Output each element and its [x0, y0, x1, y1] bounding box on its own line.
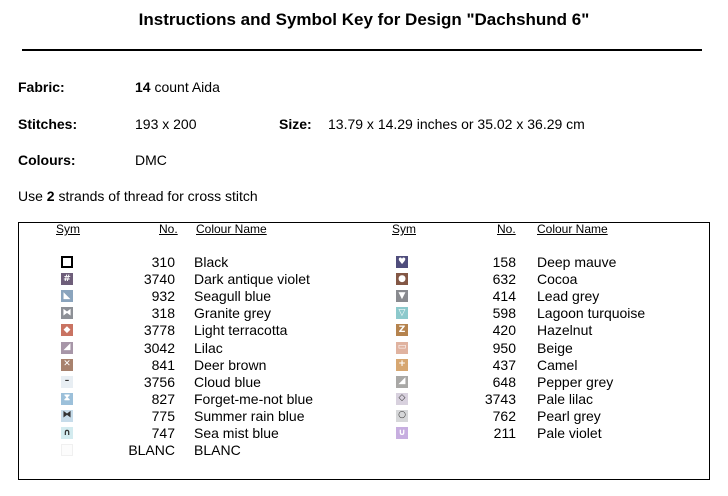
left-key-row — [61, 340, 394, 357]
strands-post: strands of thread for cross stitch — [58, 188, 258, 204]
open-square-icon — [61, 256, 73, 268]
page-title: Instructions and Symbol Key for Design "Dachshund 6" — [138, 10, 590, 29]
fabric-type: count Aida — [154, 79, 220, 95]
dmc-number: BLANC — [128, 442, 175, 459]
dmc-number: 318 — [151, 305, 175, 322]
colour-name: Hazelnut — [537, 322, 593, 339]
hash-icon: # — [61, 273, 73, 285]
left-key-row — [61, 305, 394, 322]
dmc-number: 762 — [492, 407, 516, 424]
left-key-row — [61, 322, 394, 339]
strands-pre: Use — [18, 188, 43, 204]
corner-triangle-icon: ◢ — [396, 376, 408, 388]
dmc-number: 158 — [492, 254, 516, 270]
circle-icon: ● — [396, 273, 408, 285]
colour-name: Pale lilac — [537, 390, 594, 407]
colour-name: Pearl grey — [537, 407, 601, 424]
dmc-number: 841 — [151, 356, 175, 373]
left-key-row — [61, 425, 394, 442]
left-sym-header: Sym — [56, 222, 80, 236]
rectangle-icon: ▭ — [397, 342, 407, 352]
right-no-header: No. — [497, 222, 516, 236]
dmc-number: 414 — [492, 288, 516, 305]
outline-circle-icon: ○ — [396, 410, 408, 422]
colour-name: Sea mist blue — [194, 425, 279, 441]
bowtie-icon: ⧓ — [62, 410, 72, 421]
colour-name: Summer rain blue — [194, 407, 305, 424]
down-triangle-icon: ▼ — [396, 290, 408, 302]
fabric-count: 14 — [135, 79, 151, 95]
left-key-row — [61, 288, 394, 305]
dmc-number: 437 — [492, 356, 516, 373]
size-label: Size: — [279, 116, 312, 132]
dmc-number: 3740 — [143, 271, 175, 288]
colour-name: BLANC — [194, 442, 241, 459]
outline-down-triangle-icon: ▽ — [396, 307, 408, 319]
left-key-row — [61, 408, 394, 425]
dmc-number: 648 — [492, 373, 516, 390]
colour-name: Black — [194, 254, 229, 270]
left-key-row — [61, 374, 394, 391]
colour-name: Lilac — [194, 339, 223, 356]
dmc-number: 3042 — [143, 339, 175, 356]
size-value: 13.79 x 14.29 inches or 35.02 x 36.29 cm — [328, 116, 585, 132]
right-key-row — [396, 425, 728, 442]
left-key-row — [61, 357, 394, 374]
left-key-row — [61, 391, 394, 408]
right-key-row — [396, 408, 728, 425]
dmc-number: 598 — [492, 305, 516, 322]
colour-name: Cloud blue — [194, 373, 261, 390]
dmc-number: 211 — [493, 425, 516, 441]
dash-icon: – — [61, 376, 73, 388]
right-key-row — [396, 391, 728, 408]
outline-diamond-icon: ◇ — [396, 393, 408, 405]
plus-icon: + — [396, 359, 408, 371]
left-key-row — [61, 442, 394, 459]
right-key-row — [396, 254, 728, 271]
right-key-row — [396, 305, 728, 322]
z-icon: Z — [396, 324, 408, 336]
diamond-icon: ◆ — [61, 324, 73, 336]
right-key-row — [396, 322, 728, 339]
colour-name: Cocoa — [537, 271, 578, 288]
left-key-row — [61, 271, 394, 288]
right-key-row — [396, 374, 728, 391]
stitches-label: Stitches: — [18, 116, 78, 132]
fabric-label: Fabric: — [18, 79, 65, 95]
dmc-number: 775 — [151, 407, 175, 424]
colour-name: Beige — [537, 339, 573, 356]
heart-icon: ♥ — [397, 256, 407, 267]
dmc-number: 632 — [492, 271, 516, 288]
left-no-header: No. — [159, 222, 178, 236]
colour-name: Deer brown — [194, 356, 267, 373]
strands-count: 2 — [46, 188, 55, 204]
colour-name: Lead grey — [537, 288, 600, 305]
left-name-header: Colour Name — [196, 222, 267, 236]
stitches-value: 193 x 200 — [135, 116, 197, 132]
cup-icon: ∪ — [396, 427, 408, 439]
colour-name: Camel — [537, 356, 578, 373]
corner-triangle-icon: ◣ — [61, 290, 73, 302]
colour-name: Lagoon turquoise — [537, 305, 646, 322]
corner-triangle-icon: ◢ — [61, 342, 73, 354]
left-key-row — [61, 254, 394, 271]
right-key-row — [396, 340, 728, 357]
right-key-row — [396, 357, 728, 374]
colour-name: Dark antique violet — [194, 271, 310, 288]
colour-name: Pepper grey — [537, 373, 614, 390]
dmc-number: 420 — [492, 322, 516, 339]
colour-name: Forget-me-not blue — [194, 390, 314, 407]
right-sym-header: Sym — [392, 222, 416, 236]
dmc-number: 932 — [151, 288, 175, 305]
colours-value: DMC — [135, 152, 167, 168]
dmc-number: 950 — [492, 339, 516, 356]
colour-name: Granite grey — [194, 305, 272, 322]
colours-label: Colours: — [18, 152, 76, 168]
dmc-number: 3743 — [484, 390, 516, 407]
colour-name: Pale violet — [537, 425, 602, 441]
dmc-number: 3778 — [143, 322, 175, 339]
right-name-header: Colour Name — [537, 222, 608, 236]
right-key-row — [396, 271, 728, 288]
arch-icon: ∩ — [61, 427, 73, 439]
blank-swatch-icon — [61, 444, 73, 456]
colour-name: Light terracotta — [194, 322, 288, 339]
colour-name: Seagull blue — [194, 288, 272, 305]
strands-instruction — [18, 188, 258, 204]
title-divider — [22, 49, 702, 51]
x-icon: ✕ — [61, 359, 73, 371]
dmc-number: 747 — [151, 425, 175, 441]
right-key-row — [396, 288, 728, 305]
fabric-value — [135, 79, 220, 95]
dmc-number: 3756 — [143, 373, 175, 390]
dmc-number: 827 — [151, 390, 175, 407]
dmc-number: 310 — [151, 254, 175, 270]
hourglass-icon: ⧗ — [61, 393, 73, 405]
bowtie-icon: ⧓ — [62, 307, 72, 318]
colour-name: Deep mauve — [537, 254, 617, 270]
